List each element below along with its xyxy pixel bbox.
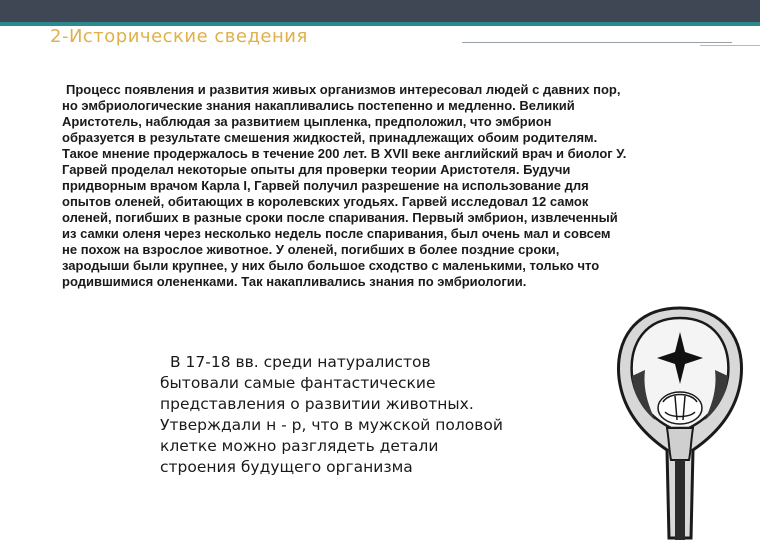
main-paragraph-line: зародыши были крупнее, у них было большое сходство с маленькими, только что	[62, 258, 600, 273]
slide-title: 2-Исторические сведения	[50, 26, 308, 47]
side-paragraph-line: клетке можно разглядеть детали	[160, 437, 439, 455]
main-paragraph-line: образуется в результате смешения жидкостей, принадлежащих обоим родителям.	[62, 130, 598, 145]
main-paragraph-line: Аристотель, наблюдая за развитием цыпленка, предположил, что эмбрион	[62, 114, 552, 129]
side-paragraph-line: бытовали самые фантастические	[160, 374, 436, 392]
side-paragraph-line: строения будущего организма	[160, 458, 413, 476]
title-divider-short	[700, 45, 760, 46]
side-paragraph-line: В 17-18 вв. среди натуралистов	[170, 353, 431, 371]
main-paragraph-line: родившимися олененками. Так накапливались знания по эмбриологии.	[62, 274, 527, 289]
main-paragraph-line: из самки оленя через несколько недель после спаривания, был очень мал и совсем	[62, 226, 611, 241]
homunculus-in-sperm-illustration	[605, 300, 755, 540]
side-paragraph	[160, 352, 560, 478]
main-paragraph-line: придворным врачом Карла I, Гарвей получил разрешение на использование для	[62, 178, 589, 193]
main-paragraph-line: Процесс появления и развития живых организмов интересовал людей с давних пор,	[66, 82, 621, 97]
title-divider	[462, 42, 732, 43]
main-paragraph-line: опытов оленей, обитающих в королевских угодьях. Гарвей исследовал 12 самок	[62, 194, 589, 209]
main-paragraph-line: оленей, погибших в разные сроки после спаривания. Первый эмбрион, извлеченный	[62, 210, 618, 225]
main-paragraph-line: не похож на взрослое животное. У оленей, погибших в более поздние сроки,	[62, 242, 560, 257]
main-paragraph-line: Гарвей проделал некоторые опыты для проверки теории Аристотеля. Будучи	[62, 162, 571, 177]
main-paragraph	[62, 82, 762, 290]
main-paragraph-line: Такое мнение продержалось в течение 200 лет. В XVII веке английский врач и биолог У.	[62, 146, 627, 161]
main-paragraph-line: но эмбриологические знания накапливались постепенно и медленно. Великий	[62, 98, 575, 113]
side-paragraph-line: представления о развитии животных.	[160, 395, 474, 413]
top-bar	[0, 0, 760, 22]
side-paragraph-line: Утверждали н - р, что в мужской половой	[160, 416, 503, 434]
